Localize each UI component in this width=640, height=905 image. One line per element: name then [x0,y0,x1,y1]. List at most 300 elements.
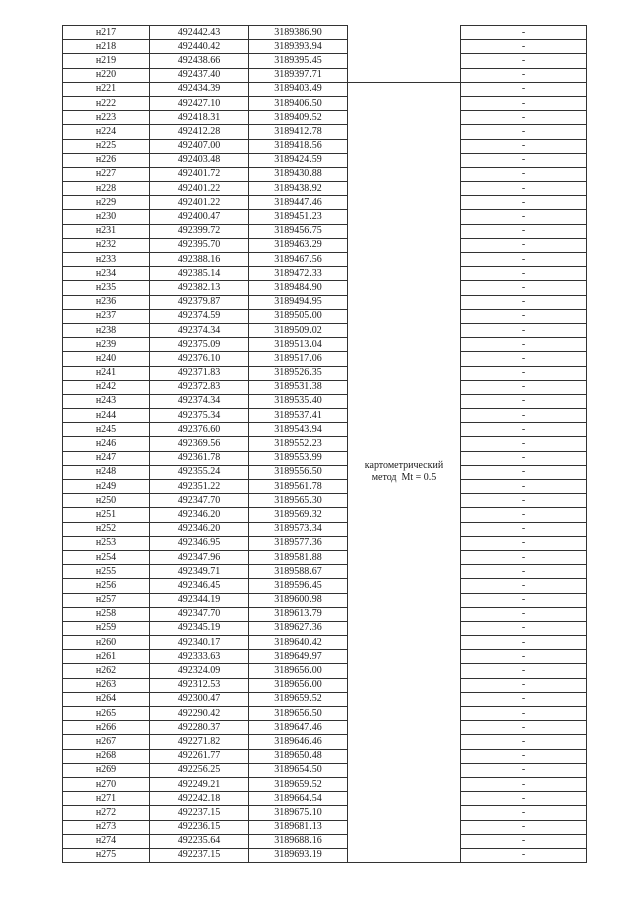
x-coordinate-cell: 492361.78 [150,451,249,465]
x-coordinate-cell: 492418.31 [150,111,249,125]
y-coordinate-cell: 3189393.94 [249,40,348,54]
table-row [63,621,587,635]
x-coordinate-cell: 492442.43 [150,26,249,40]
y-coordinate-cell: 3189438.92 [249,182,348,196]
note-cell: - [461,593,587,607]
point-name-cell: н227 [63,167,150,181]
note-cell: - [461,692,587,706]
table-row [63,338,587,352]
table-row [63,125,587,139]
note-cell: - [461,522,587,536]
note-cell: - [461,54,587,68]
x-coordinate-cell: 492374.59 [150,309,249,323]
x-coordinate-cell: 492344.19 [150,593,249,607]
x-coordinate-cell: 492347.70 [150,607,249,621]
table-row [63,692,587,706]
table-row [63,210,587,224]
table-row [63,82,587,96]
note-cell: - [461,96,587,110]
y-coordinate-cell: 3189675.10 [249,806,348,820]
x-coordinate-cell: 492312.53 [150,678,249,692]
point-name-cell: н238 [63,323,150,337]
y-coordinate-cell: 3189430.88 [249,167,348,181]
table-row [63,423,587,437]
table-row [63,820,587,834]
coordinates-table [62,25,587,863]
y-coordinate-cell: 3189447.46 [249,196,348,210]
note-cell: - [461,238,587,252]
table-row [63,465,587,479]
point-name-cell: н267 [63,735,150,749]
y-coordinate-cell: 3189569.32 [249,508,348,522]
y-coordinate-cell: 3189484.90 [249,281,348,295]
point-name-cell: н250 [63,494,150,508]
point-name-cell: н236 [63,295,150,309]
y-coordinate-cell: 3189463.29 [249,238,348,252]
table-row [63,409,587,423]
y-coordinate-cell: 3189664.54 [249,792,348,806]
note-cell: - [461,196,587,210]
point-name-cell: н251 [63,508,150,522]
x-coordinate-cell: 492290.42 [150,707,249,721]
table-row [63,565,587,579]
table-row [63,253,587,267]
note-cell: - [461,423,587,437]
x-coordinate-cell: 492403.48 [150,153,249,167]
table-row [63,26,587,40]
point-name-cell: н233 [63,253,150,267]
table-row [63,167,587,181]
table-row [63,749,587,763]
x-coordinate-cell: 492242.18 [150,792,249,806]
y-coordinate-cell: 3189513.04 [249,338,348,352]
x-coordinate-cell: 492351.22 [150,480,249,494]
table-row [63,806,587,820]
note-cell: - [461,451,587,465]
x-coordinate-cell: 492374.34 [150,323,249,337]
point-name-cell: н268 [63,749,150,763]
note-cell: - [461,366,587,380]
y-coordinate-cell: 3189561.78 [249,480,348,494]
point-name-cell: н257 [63,593,150,607]
x-coordinate-cell: 492300.47 [150,692,249,706]
y-coordinate-cell: 3189535.40 [249,394,348,408]
point-name-cell: н232 [63,238,150,252]
y-coordinate-cell: 3189596.45 [249,579,348,593]
point-name-cell: н242 [63,380,150,394]
table-row [63,792,587,806]
table-row [63,196,587,210]
note-cell: - [461,565,587,579]
table-row [63,508,587,522]
x-coordinate-cell: 492375.09 [150,338,249,352]
x-coordinate-cell: 492347.96 [150,550,249,564]
note-cell: - [461,153,587,167]
y-coordinate-cell: 3189418.56 [249,139,348,153]
x-coordinate-cell: 492376.10 [150,352,249,366]
point-name-cell: н222 [63,96,150,110]
point-name-cell: н218 [63,40,150,54]
point-name-cell: н244 [63,409,150,423]
y-coordinate-cell: 3189543.94 [249,423,348,437]
table-row [63,352,587,366]
y-coordinate-cell: 3189494.95 [249,295,348,309]
x-coordinate-cell: 492401.22 [150,182,249,196]
note-cell: - [461,707,587,721]
y-coordinate-cell: 3189649.97 [249,650,348,664]
note-cell: - [461,295,587,309]
x-coordinate-cell: 492437.40 [150,68,249,82]
y-coordinate-cell: 3189526.35 [249,366,348,380]
x-coordinate-cell: 492385.14 [150,267,249,281]
x-coordinate-cell: 492355.24 [150,465,249,479]
y-coordinate-cell: 3189424.59 [249,153,348,167]
note-cell: - [461,848,587,862]
note-cell: - [461,267,587,281]
point-name-cell: н255 [63,565,150,579]
y-coordinate-cell: 3189656.50 [249,707,348,721]
note-cell: - [461,749,587,763]
x-coordinate-cell: 492280.37 [150,721,249,735]
y-coordinate-cell: 3189509.02 [249,323,348,337]
point-name-cell: н266 [63,721,150,735]
note-cell: - [461,550,587,564]
x-coordinate-cell: 492346.20 [150,522,249,536]
table-row [63,607,587,621]
x-coordinate-cell: 492395.70 [150,238,249,252]
table-row [63,834,587,848]
table-row [63,309,587,323]
y-coordinate-cell: 3189395.45 [249,54,348,68]
y-coordinate-cell: 3189654.50 [249,763,348,777]
y-coordinate-cell: 3189650.48 [249,749,348,763]
x-coordinate-cell: 492346.45 [150,579,249,593]
x-coordinate-cell: 492379.87 [150,295,249,309]
coordinates-sheet [62,25,585,867]
y-coordinate-cell: 3189577.36 [249,536,348,550]
table-row [63,366,587,380]
table-row [63,735,587,749]
y-coordinate-cell: 3189456.75 [249,224,348,238]
point-name-cell: н245 [63,423,150,437]
point-name-cell: н249 [63,480,150,494]
note-cell: - [461,834,587,848]
point-name-cell: н274 [63,834,150,848]
point-name-cell: н263 [63,678,150,692]
table-row [63,40,587,54]
table-row [63,54,587,68]
x-coordinate-cell: 492237.15 [150,848,249,862]
x-coordinate-cell: 492346.95 [150,536,249,550]
y-coordinate-cell: 3189412.78 [249,125,348,139]
y-coordinate-cell: 3189386.90 [249,26,348,40]
table-row [63,394,587,408]
point-name-cell: н240 [63,352,150,366]
coordinates-table-body [63,26,587,863]
note-cell: - [461,465,587,479]
note-cell: - [461,68,587,82]
note-cell: - [461,621,587,635]
point-name-cell: н224 [63,125,150,139]
note-cell: - [461,480,587,494]
y-coordinate-cell: 3189556.50 [249,465,348,479]
method-cell [348,82,461,862]
note-cell: - [461,735,587,749]
x-coordinate-cell: 492382.13 [150,281,249,295]
point-name-cell: н272 [63,806,150,820]
note-cell: - [461,253,587,267]
point-name-cell: н221 [63,82,150,96]
point-name-cell: н228 [63,182,150,196]
point-name-cell: н237 [63,309,150,323]
note-cell: - [461,494,587,508]
x-coordinate-cell: 492346.20 [150,508,249,522]
y-coordinate-cell: 3189659.52 [249,777,348,791]
y-coordinate-cell: 3189531.38 [249,380,348,394]
point-name-cell: н234 [63,267,150,281]
x-coordinate-cell: 492375.34 [150,409,249,423]
method-text-line2: метод Mt = 0.5 [371,472,437,484]
x-coordinate-cell: 492371.83 [150,366,249,380]
point-name-cell: н226 [63,153,150,167]
note-cell: - [461,26,587,40]
table-row [63,664,587,678]
table-row [63,111,587,125]
table-row [63,153,587,167]
table-row [63,763,587,777]
y-coordinate-cell: 3189403.49 [249,82,348,96]
table-row [63,238,587,252]
note-cell: - [461,40,587,54]
x-coordinate-cell: 492324.09 [150,664,249,678]
y-coordinate-cell: 3189565.30 [249,494,348,508]
point-name-cell: н273 [63,820,150,834]
method-cell-top [348,54,461,68]
point-name-cell: н225 [63,139,150,153]
point-name-cell: н261 [63,650,150,664]
x-coordinate-cell: 492400.47 [150,210,249,224]
y-coordinate-cell: 3189656.00 [249,678,348,692]
note-cell: - [461,125,587,139]
table-row [63,777,587,791]
note-cell: - [461,579,587,593]
note-cell: - [461,323,587,337]
y-coordinate-cell: 3189573.34 [249,522,348,536]
y-coordinate-cell: 3189693.19 [249,848,348,862]
y-coordinate-cell: 3189588.67 [249,565,348,579]
table-row [63,182,587,196]
y-coordinate-cell: 3189517.06 [249,352,348,366]
x-coordinate-cell: 492369.56 [150,437,249,451]
note-cell: - [461,352,587,366]
table-row [63,380,587,394]
point-name-cell: н243 [63,394,150,408]
table-row [63,707,587,721]
y-coordinate-cell: 3189537.41 [249,409,348,423]
y-coordinate-cell: 3189627.36 [249,621,348,635]
point-name-cell: н275 [63,848,150,862]
y-coordinate-cell: 3189581.88 [249,550,348,564]
x-coordinate-cell: 492271.82 [150,735,249,749]
note-cell: - [461,721,587,735]
x-coordinate-cell: 492372.83 [150,380,249,394]
x-coordinate-cell: 492401.22 [150,196,249,210]
point-name-cell: н258 [63,607,150,621]
table-row [63,579,587,593]
table-row [63,267,587,281]
x-coordinate-cell: 492388.16 [150,253,249,267]
x-coordinate-cell: 492376.60 [150,423,249,437]
note-cell: - [461,664,587,678]
table-row [63,224,587,238]
table-row [63,494,587,508]
table-row [63,451,587,465]
y-coordinate-cell: 3189600.98 [249,593,348,607]
point-name-cell: н269 [63,763,150,777]
table-row [63,550,587,564]
point-name-cell: н247 [63,451,150,465]
y-coordinate-cell: 3189647.46 [249,721,348,735]
table-row [63,295,587,309]
note-cell: - [461,806,587,820]
note-cell: - [461,167,587,181]
x-coordinate-cell: 492427.10 [150,96,249,110]
point-name-cell: н271 [63,792,150,806]
table-row [63,678,587,692]
x-coordinate-cell: 492401.72 [150,167,249,181]
y-coordinate-cell: 3189640.42 [249,636,348,650]
x-coordinate-cell: 492237.15 [150,806,249,820]
x-coordinate-cell: 492256.25 [150,763,249,777]
x-coordinate-cell: 492434.39 [150,82,249,96]
y-coordinate-cell: 3189467.56 [249,253,348,267]
x-coordinate-cell: 492235.64 [150,834,249,848]
note-cell: - [461,210,587,224]
y-coordinate-cell: 3189451.23 [249,210,348,224]
note-cell: - [461,380,587,394]
note-cell: - [461,508,587,522]
note-cell: - [461,309,587,323]
x-coordinate-cell: 492440.42 [150,40,249,54]
table-row [63,522,587,536]
y-coordinate-cell: 3189505.00 [249,309,348,323]
y-coordinate-cell: 3189409.52 [249,111,348,125]
note-cell: - [461,636,587,650]
y-coordinate-cell: 3189406.50 [249,96,348,110]
x-coordinate-cell: 492236.15 [150,820,249,834]
point-name-cell: н252 [63,522,150,536]
point-name-cell: н223 [63,111,150,125]
point-name-cell: н253 [63,536,150,550]
note-cell: - [461,111,587,125]
note-cell: - [461,394,587,408]
method-cell-top [348,68,461,82]
table-row [63,536,587,550]
table-row [63,68,587,82]
x-coordinate-cell: 492340.17 [150,636,249,650]
table-row [63,96,587,110]
table-row [63,650,587,664]
y-coordinate-cell: 3189688.16 [249,834,348,848]
y-coordinate-cell: 3189472.33 [249,267,348,281]
table-row [63,593,587,607]
y-coordinate-cell: 3189681.13 [249,820,348,834]
point-name-cell: н264 [63,692,150,706]
x-coordinate-cell: 492407.00 [150,139,249,153]
table-row [63,139,587,153]
x-coordinate-cell: 492399.72 [150,224,249,238]
x-coordinate-cell: 492249.21 [150,777,249,791]
point-name-cell: н229 [63,196,150,210]
x-coordinate-cell: 492333.63 [150,650,249,664]
y-coordinate-cell: 3189613.79 [249,607,348,621]
note-cell: - [461,678,587,692]
table-row [63,281,587,295]
method-text-line1: картометрический [364,460,444,472]
point-name-cell: н265 [63,707,150,721]
point-name-cell: н231 [63,224,150,238]
point-name-cell: н262 [63,664,150,678]
point-name-cell: н235 [63,281,150,295]
table-row [63,636,587,650]
y-coordinate-cell: 3189553.99 [249,451,348,465]
table-row [63,437,587,451]
point-name-cell: н219 [63,54,150,68]
note-cell: - [461,437,587,451]
point-name-cell: н230 [63,210,150,224]
point-name-cell: н256 [63,579,150,593]
y-coordinate-cell: 3189646.46 [249,735,348,749]
x-coordinate-cell: 492438.66 [150,54,249,68]
point-name-cell: н259 [63,621,150,635]
method-cell-top [348,40,461,54]
note-cell: - [461,409,587,423]
note-cell: - [461,224,587,238]
x-coordinate-cell: 492412.28 [150,125,249,139]
x-coordinate-cell: 492261.77 [150,749,249,763]
x-coordinate-cell: 492347.70 [150,494,249,508]
note-cell: - [461,820,587,834]
note-cell: - [461,792,587,806]
note-cell: - [461,777,587,791]
note-cell: - [461,139,587,153]
point-name-cell: н248 [63,465,150,479]
note-cell: - [461,763,587,777]
point-name-cell: н241 [63,366,150,380]
point-name-cell: н220 [63,68,150,82]
point-name-cell: н217 [63,26,150,40]
note-cell: - [461,338,587,352]
note-cell: - [461,536,587,550]
table-row [63,848,587,862]
method-cell-top [348,26,461,40]
point-name-cell: н270 [63,777,150,791]
point-name-cell: н239 [63,338,150,352]
table-row [63,480,587,494]
y-coordinate-cell: 3189552.23 [249,437,348,451]
note-cell: - [461,82,587,96]
table-row [63,721,587,735]
y-coordinate-cell: 3189397.71 [249,68,348,82]
note-cell: - [461,650,587,664]
x-coordinate-cell: 492349.71 [150,565,249,579]
note-cell: - [461,281,587,295]
point-name-cell: н254 [63,550,150,564]
y-coordinate-cell: 3189656.00 [249,664,348,678]
note-cell: - [461,607,587,621]
note-cell: - [461,182,587,196]
point-name-cell: н260 [63,636,150,650]
